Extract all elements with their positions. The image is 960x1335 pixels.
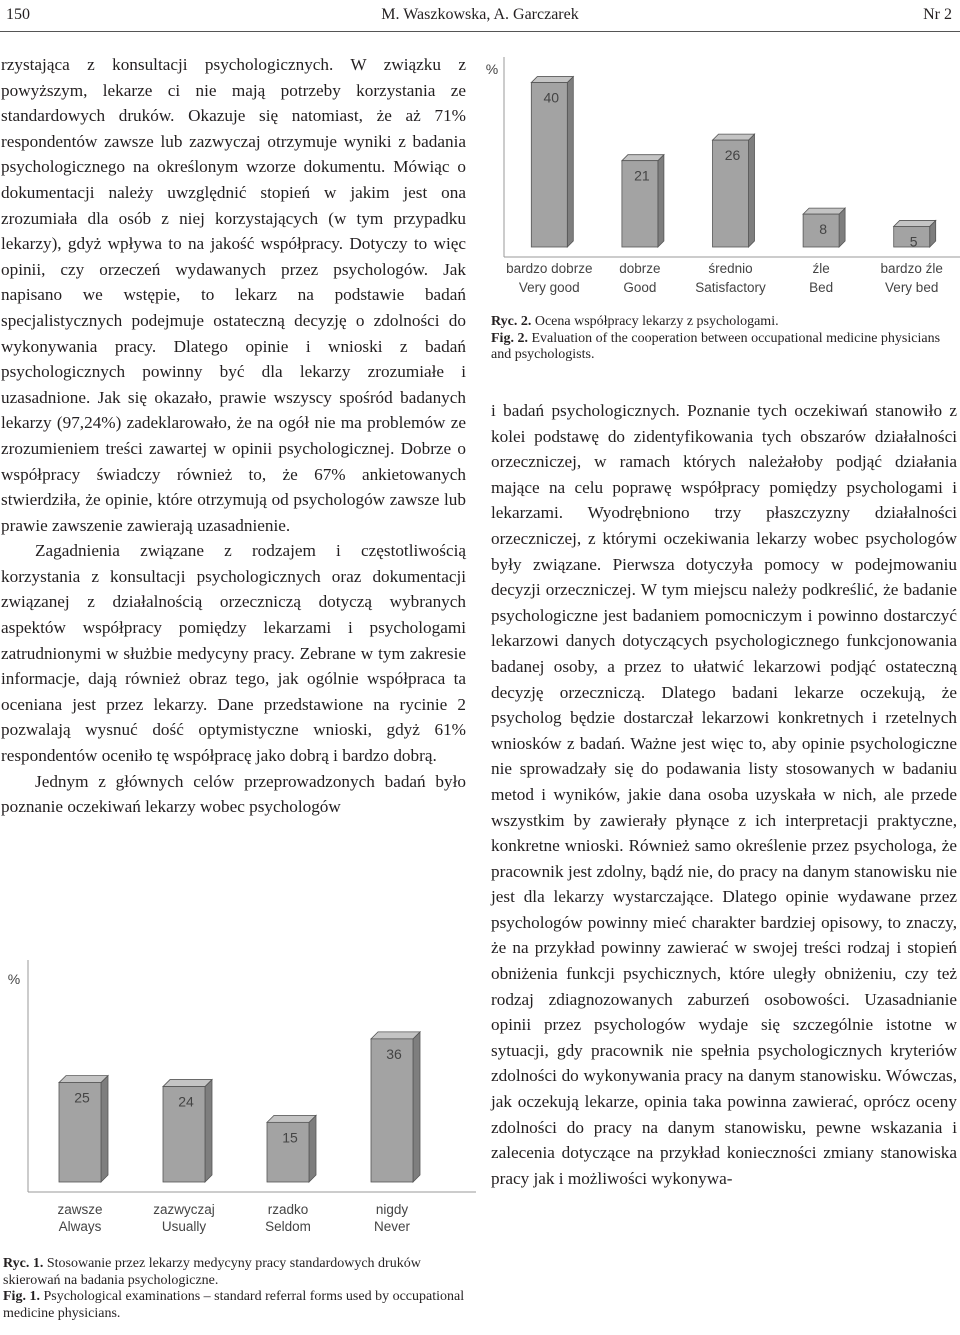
paragraph: i badań psychologicznych. Poznanie tych oczekiwań stanowiło z kolei podstawę do zidentyfikowania tych obszarów działalności orzeczniczej, w ramach których należałoby podjąć działania mające na celu poprawę współpracy pomiędzy psychologami i lekarzami. Wyodrębniono trzy płaszczyzny działalności orzeczniczej, z którymi oczekiwania lekarzy wobec psychologów były związane. Pierwsza dotyczyła pomocy w podejmowaniu decyzji orzeczniczej. W tym miejscu należy podkreślić, że badanie psychologiczne jest badaniem pomocniczym i powinno dostarczyć lekarzowi danych dotyczących psychologicznego funkcjonowania badanej osoby, a przez to ułatwić lekarzowi podjąć ostateczną decyzję orzeczniczą. Dlatego badani lekarze oczekują, że psycholog będzie dostarczał lekarzowi konkretnych i rzetelnych wniosków z badań. Ważne jest więc to, aby opinie psychologiczne nie sprowadzały się do podawania listy stosowanych w badaniu metod i wyników, jakie dana osoba uzyskała w nich, ale przede wszystkim by zawierały płynące z ich interpretacji praktyczne, konkretne wnioski. Również samo określenie przez psychologa, że pracownik jest zdolny, bądź nie, do pracy na danym stanowisku nie jest dla lekarzy wystarczające. Dlatego opinie wydawane przez psychologów powinny mieć charakter bardziej opisowy, to znaczy, że na przykład powinny zawierać w swojej treści rodzaj i stopień obniżenia funkcji psychicznych, które uległy obniżeniu, czy też rodzaj zdiagnozowanych zaburzeń osobowości. Uzasadnianie opinii przez psychologów wydaje się szczególnie istotne w sytuacji, gdy pracownik nie spełnia psychologicznych kryteriów zdolności do wykonywania pracy na danym stanowisku. Wówczas, jak oczekują lekarze, opinia taka powinna zawierać, oprócz oceny zdolności do pracy na danym stanowisku, pewne wskazania i zalecenia dotyczące na przykład konieczności zmiany stanowiska pracy jak i możliwości wykonywa-: [491, 401, 957, 1188]
category-label-en: Seldom: [265, 1219, 311, 1234]
header-rule: [0, 31, 960, 32]
caption-label: Fig. 1.: [3, 1289, 40, 1304]
category-label-en: Always: [58, 1219, 102, 1234]
bar-side: [839, 208, 845, 247]
bar-side: [749, 134, 755, 247]
category-label-en: Very bed: [885, 280, 939, 295]
caption-text: Evaluation of the cooperation between occupational medicine physicians and psychologists.: [491, 330, 941, 362]
right-column-text: [491, 398, 957, 1191]
category-label: bardzo dobrze: [506, 261, 593, 276]
caption-text: Stosowanie przez lekarzy medycyny pracy standardowych druków skierowań na badania psychologiczne.: [3, 1256, 421, 1288]
bar-value-label: 24: [178, 1093, 194, 1110]
category-label: zazwyczaj: [153, 1202, 215, 1217]
category-label-en: Never: [373, 1219, 411, 1234]
caption-text: Psychological examinations – standard referral forms used by occupational medicine physicians.: [3, 1289, 465, 1321]
caption-text: Ocena współpracy lekarzy z psychologami.: [534, 314, 779, 329]
issue-number: Nr 2: [923, 6, 952, 23]
y-unit-label: %: [7, 971, 21, 987]
bar-top: [163, 1080, 212, 1087]
bar: [531, 83, 567, 247]
category-label-en: Usually: [161, 1219, 207, 1234]
paragraph: Zagadnienia związane z rodzajem i częstotliwością korzystania z konsultacji psychologicznych oraz dokumentacji związanej z działalnością orzeczniczą dotyczą wybranych aspektów współpracy pomiędzy lekarzami i psychologami zatrudnionymi w służbie medycyny pracy. Zebrane w tym zakresie informacje, dają również obraz tego, jak ogólnie współpraca ta oceniana jest przez lekarzy. Dane przedstawione na rycinie 2 pozwalają wysnuć dość optymistyczne wnioski, gdyż 61% respondentów oceniło tę współpracę jako dobrą i bardzo dobrą.: [1, 541, 466, 766]
bar-value-label: 15: [282, 1129, 298, 1146]
caption-label: Ryc. 2.: [491, 314, 532, 329]
figure-2-chart: [484, 52, 960, 310]
bar-top: [622, 155, 664, 161]
bar-side: [205, 1080, 212, 1182]
category-label: średnio: [708, 261, 753, 276]
bar-side: [309, 1115, 316, 1182]
bar-side: [567, 77, 573, 247]
bar-value-label: 8: [819, 221, 827, 238]
bar-top: [371, 1032, 420, 1039]
bar-value-label: 40: [543, 89, 560, 106]
category-label-en: Satisfactory: [695, 280, 766, 295]
bar-top: [803, 208, 845, 214]
bar-side: [413, 1032, 420, 1182]
bar-value-label: 25: [74, 1089, 90, 1106]
caption-label: Fig. 2.: [491, 330, 528, 346]
figure-1-caption: [3, 1256, 468, 1322]
bar-top: [59, 1076, 108, 1083]
bar-value-label: 36: [386, 1045, 402, 1062]
bar-top: [531, 77, 573, 83]
category-label: zawsze: [57, 1202, 103, 1217]
bar-side: [101, 1076, 108, 1182]
category-label-en: Bed: [809, 280, 834, 295]
category-label: rzadko: [267, 1202, 309, 1217]
y-unit-label: %: [485, 61, 499, 77]
bar-top: [267, 1115, 316, 1122]
bar-side: [658, 155, 664, 247]
figure-1-chart: [0, 960, 476, 1242]
bar-value-label: 5: [909, 233, 918, 250]
bar-value-label: 21: [634, 167, 650, 184]
paragraph: rzystająca z konsultacji psychologicznych. W związku z powyższym, lekarze ci nie mają potrzeby korzystania ze standardowych druków. Okazuje się natomiast, że aż 71% respondentów zawsze lub zazwyczaj otrzymuje wyniki z badania psychologicznego na określonym wzorze dokumentu. Mówiąc o dokumentacji należy uwzględnić stopień w jakim jest ona zrozumiała dla osób z niej korzystających (w tym przypadku lekarzy), gdyż wpływa to na jakość współpracy. Dotyczy to więc opinii, czy orzeczeń wydawanych przez psychologów. Jak napisano we wstępie, to lekarz na podstawie badań specjalistycznych podejmuje ostateczną decyzję o zdolności do wykonywania pracy. Dlatego opinie i wnioski z badań psychologicznych powinny być dla lekarzy zrozumiałe i uzasadnione. Jak się okazało, prawie wszyscy spośród badanych lekarzy (97,24%) zadeklarowało, że na ogół nie ma problemów ze zrozumieniem treści zawartej w opinii psychologicznej. Dobrze o współpracy świadczy również to, że 67% ankietowanych stwierdziła, że opinie, które otrzymują od psychologów zawsze lub prawie zawszenie zawierają uzasadnienie.: [1, 55, 466, 535]
category-label-en: Very good: [518, 280, 580, 295]
paragraph: Jednym z głównych celów przeprowadzonych badań było poznanie oczekiwań lekarzy wobec psychologów: [1, 771, 466, 817]
category-label-en: Good: [623, 280, 657, 295]
category-label: dobrze: [619, 261, 661, 276]
page-number: 150: [6, 6, 30, 23]
category-label: bardzo źle: [880, 261, 943, 276]
bar-top: [894, 220, 936, 226]
bar-top: [713, 134, 755, 140]
category-label: źle: [812, 261, 830, 276]
category-label: nigdy: [375, 1202, 409, 1217]
caption-label: Ryc. 1.: [3, 1256, 44, 1271]
bar-value-label: 26: [724, 147, 741, 164]
running-head-authors: M. Waszkowska, A. Garczarek: [381, 6, 579, 23]
figure-2-caption: [491, 314, 951, 364]
left-column-text: [1, 52, 466, 820]
